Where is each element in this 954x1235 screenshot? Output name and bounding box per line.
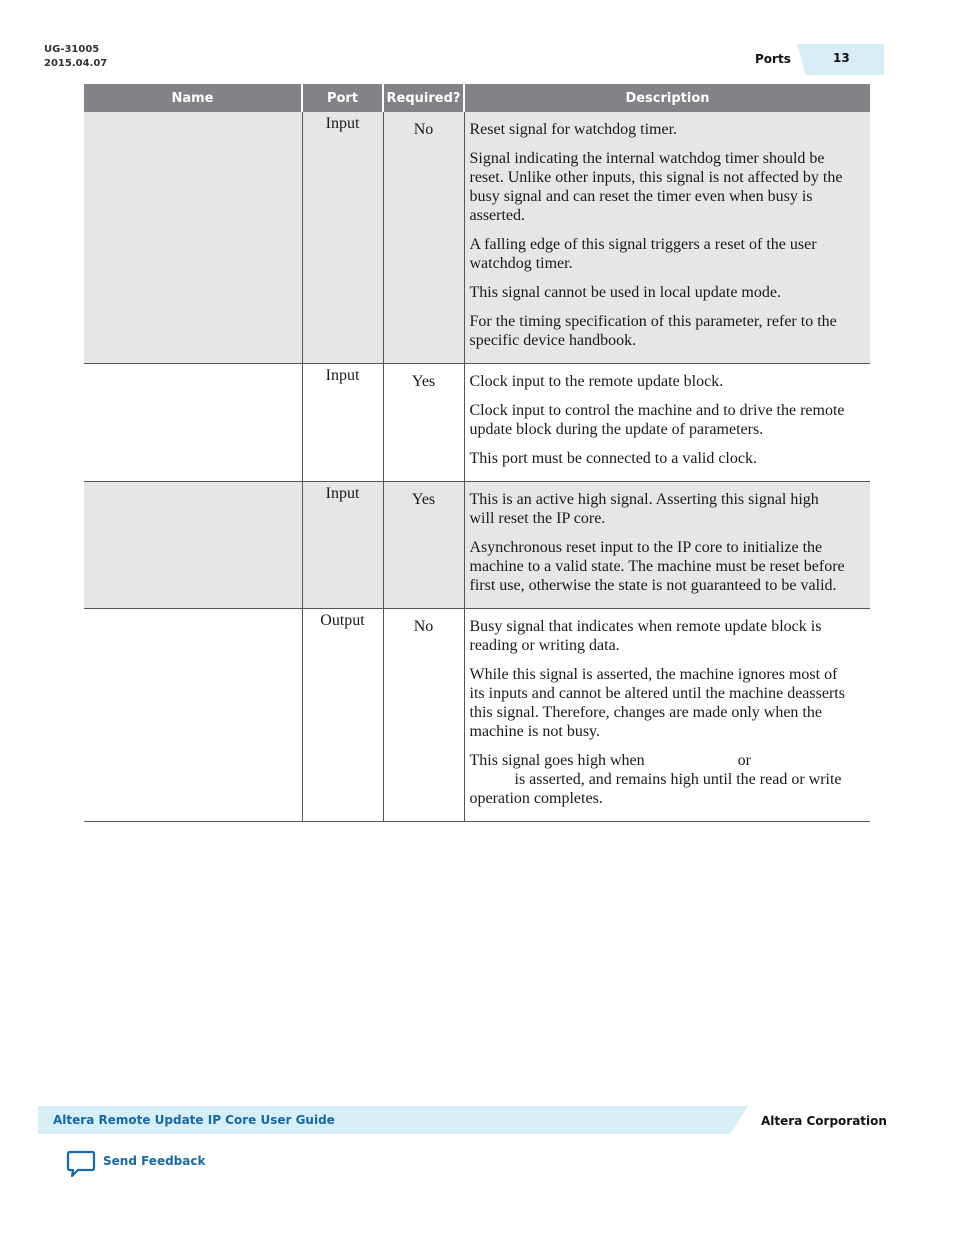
port-cell: Input <box>302 364 383 482</box>
column-header-name: Name <box>84 84 302 112</box>
description-paragraph: This port must be connected to a valid clock. <box>469 450 757 467</box>
name-cell <box>84 482 302 609</box>
description-cell <box>464 609 870 822</box>
column-header-port: Port <box>302 84 383 112</box>
required-cell: Yes <box>383 364 464 482</box>
description-paragraph: This is an active high signal. Asserting this signal high will reset the IP core. <box>469 491 819 527</box>
ports-table <box>84 84 870 822</box>
column-header-required: Required? <box>383 84 464 112</box>
port-cell: Output <box>302 609 383 822</box>
port-cell: Input <box>302 112 383 364</box>
description-paragraph: Reset signal for watchdog timer. <box>469 121 678 138</box>
description-paragraph: A falling edge of this signal triggers a reset of the user watchdog timer. <box>469 236 817 272</box>
description-cell <box>464 482 870 609</box>
name-cell <box>84 364 302 482</box>
required-cell: No <box>383 112 464 364</box>
name-cell <box>84 609 302 822</box>
required-cell: No <box>383 609 464 822</box>
required-cell: Yes <box>383 482 464 609</box>
description-paragraph: Clock input to the remote update block. <box>469 373 724 390</box>
description-cell <box>464 364 870 482</box>
table-row <box>84 112 870 364</box>
description-paragraph: Clock input to control the machine and to drive the remote update block during the update of parameters. <box>469 402 845 438</box>
description-paragraph-busy <box>470 751 847 808</box>
description-paragraph: Busy signal that indicates when remote update block is reading or writing data. <box>469 618 822 654</box>
description-paragraph: Signal indicating the internal watchdog timer should be reset. Unlike other inputs, this signal is not affected by the busy signal and can reset the timer even when busy is asserted. <box>469 150 843 224</box>
document-id: UG-31005 <box>44 44 100 55</box>
table-row <box>84 364 870 482</box>
table-row <box>84 482 870 609</box>
name-cell <box>84 112 302 364</box>
description-fragment: is asserted, and remains high until the read or write operation completes. <box>469 771 842 807</box>
document-id-block <box>44 43 107 71</box>
port-cell: Input <box>302 482 383 609</box>
description-cell <box>464 112 870 364</box>
column-header-description: Description <box>464 84 870 112</box>
description-paragraph: For the timing specification of this parameter, refer to the specific device handbook. <box>469 313 837 349</box>
page-number: 13 <box>833 51 850 65</box>
send-feedback-link[interactable]: Send Feedback <box>103 1154 206 1168</box>
description-fragment: or <box>737 752 751 769</box>
description-fragment: This signal goes high when <box>469 752 645 769</box>
description-paragraph: While this signal is asserted, the machine ignores most of its inputs and cannot be altered until the machine deasserts this signal. Therefore, changes are made only when the machine is not busy. <box>469 666 845 740</box>
section-title: Ports <box>755 52 791 66</box>
table-row <box>84 609 870 822</box>
description-paragraph: Asynchronous reset input to the IP core to initialize the machine to a valid state. The machine must be reset before first use, otherwise the state is not guaranteed to be valid. <box>469 539 845 594</box>
guide-title-link[interactable]: Altera Remote Update IP Core User Guide <box>53 1113 335 1127</box>
table-header-row <box>84 84 870 112</box>
company-name: Altera Corporation <box>761 1114 887 1128</box>
document-date: 2015.04.07 <box>44 58 108 69</box>
description-paragraph: This signal cannot be used in local update mode. <box>469 284 781 301</box>
speech-bubble-icon[interactable] <box>66 1150 96 1178</box>
